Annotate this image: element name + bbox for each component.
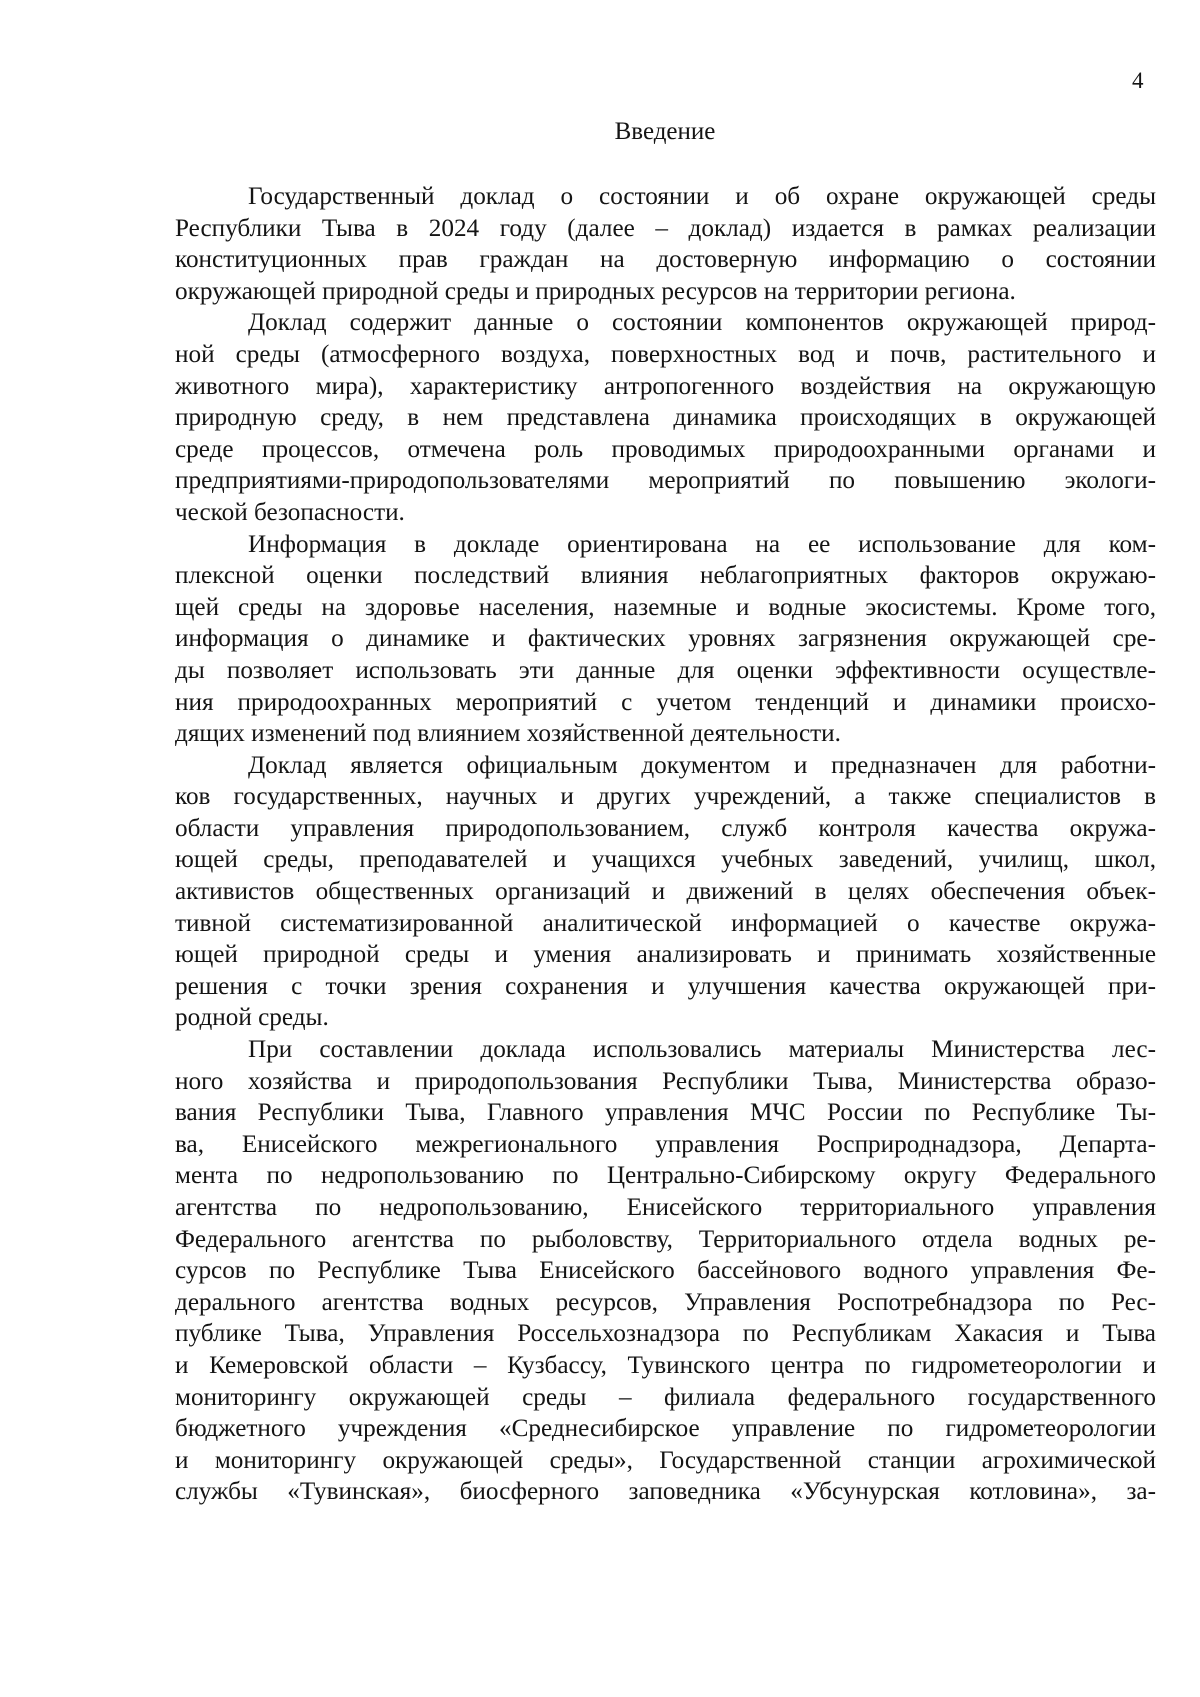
paragraph-line: области управления природопользованием, служб контроля качества окружа- <box>175 814 1156 842</box>
paragraph-line: родной среды. <box>175 1004 329 1032</box>
paragraph-line: природную среду, в нем представлена динамика происходящих в окружающей <box>175 404 1156 432</box>
paragraph-line: ва, Енисейского межрегионального управления Росприроднадзора, Департа- <box>175 1130 1156 1158</box>
paragraph-line: Доклад содержит данные о состоянии компонентов окружающей природ- <box>248 309 1156 337</box>
paragraph-line: тивной систематизированной аналитической информацией о качестве окружа- <box>175 909 1156 937</box>
paragraph-line: Республики Тыва в 2024 году (далее – доклад) издается в рамках реализации <box>175 214 1156 242</box>
paragraph-line: окружающей природной среды и природных ресурсов на территории региона. <box>175 277 1016 305</box>
document-body <box>175 181 1156 1508</box>
paragraph-line: и мониторингу окружающей среды», Государственной станции агрохимической <box>175 1446 1156 1474</box>
paragraph <box>175 750 1156 1034</box>
paragraph-line: ного хозяйства и природопользования Республики Тыва, Министерства образо- <box>175 1067 1156 1095</box>
paragraph-line: Государственный доклад о состоянии и об охране окружающей среды <box>248 183 1156 210</box>
paragraph-line: активистов общественных организаций и движений в целях обеспечения объек- <box>175 878 1156 906</box>
paragraph <box>175 529 1156 750</box>
paragraph-line: ды позволяет использовать эти данные для оценки эффективности осуществле- <box>175 656 1156 684</box>
paragraph-line: При составлении доклада использовались материалы Министерства лес- <box>248 1036 1156 1064</box>
paragraph-line: Доклад является официальным документом и предназначен для работни- <box>248 751 1156 779</box>
paragraph-line: плексной оценки последствий влияния неблагоприятных факторов окружаю- <box>175 562 1156 590</box>
paragraph-line: Федерального агентства по рыболовству, Территориального отдела водных ре- <box>175 1225 1156 1253</box>
paragraph-line: Информация в докладе ориентирована на ее использование для ком- <box>248 530 1156 558</box>
paragraph-line: публике Тыва, Управления Россельхознадзора по Республикам Хакасия и Тыва <box>175 1320 1156 1348</box>
paragraph-line: службы «Тувинская», биосферного заповедника «Убсунурская котловина», за- <box>175 1478 1156 1506</box>
paragraph-line: сурсов по Республике Тыва Енисейского бассейнового водного управления Фе- <box>175 1257 1156 1285</box>
paragraph-line: ческой безопасности. <box>175 498 405 526</box>
paragraph-line: ков государственных, научных и других учреждений, а также специалистов в <box>175 783 1156 811</box>
paragraph-line: ния природоохранных мероприятий с учетом тенденций и динамики происхо- <box>175 688 1156 716</box>
section-title: Введение <box>614 118 716 145</box>
paragraph-line: предприятиями-природопользователями мероприятий по повышению экологи- <box>175 467 1156 495</box>
paragraph <box>175 1034 1156 1508</box>
paragraph-line: решения с точки зрения сохранения и улучшения качества окружающей при- <box>175 972 1156 1000</box>
paragraph-line: информация о динамике и фактических уровнях загрязнения окружающей сре- <box>175 625 1156 653</box>
paragraph-line: и Кемеровской области – Кузбассу, Тувинского центра по гидрометеорологии и <box>175 1351 1156 1379</box>
paragraph-line: мониторингу окружающей среды – филиала федерального государственного <box>175 1383 1156 1411</box>
paragraph-line: агентства по недропользованию, Енисейского территориального управления <box>175 1194 1156 1221</box>
paragraph-line: конституционных прав граждан на достоверную информацию о состоянии <box>175 246 1156 274</box>
paragraph-line: бюджетного учреждения «Среднесибирское управление по гидрометеорологии <box>175 1415 1156 1443</box>
paragraph <box>175 181 1156 307</box>
paragraph-line: мента по недропользованию по Центрально-Сибирскому округу Федерального <box>175 1162 1156 1190</box>
paragraph-line: ющей природной среды и умения анализировать и принимать хозяйственные <box>175 941 1156 969</box>
paragraph-line: щей среды на здоровье населения, наземные и водные экосистемы. Кроме того, <box>175 593 1156 621</box>
paragraph-line: ной среды (атмосферного воздуха, поверхностных вод и почв, растительного и <box>175 340 1156 368</box>
paragraph-line: ющей среды, преподавателей и учащихся учебных заведений, училищ, школ, <box>175 846 1156 874</box>
paragraph-line: животного мира), характеристику антропогенного воздействия на окружающую <box>175 372 1156 400</box>
paragraph-line: дерального агентства водных ресурсов, Управления Роспотребнадзора по Рес- <box>175 1288 1156 1316</box>
paragraph <box>175 307 1156 528</box>
paragraph-line: среде процессов, отмечена роль проводимых природоохранными органами и <box>175 435 1156 463</box>
paragraph-line: вания Республики Тыва, Главного управления МЧС России по Республике Ты- <box>175 1099 1156 1127</box>
page-number: 4 <box>1132 68 1144 93</box>
paragraph-line: дящих изменений под влиянием хозяйственной деятельности. <box>175 720 841 748</box>
